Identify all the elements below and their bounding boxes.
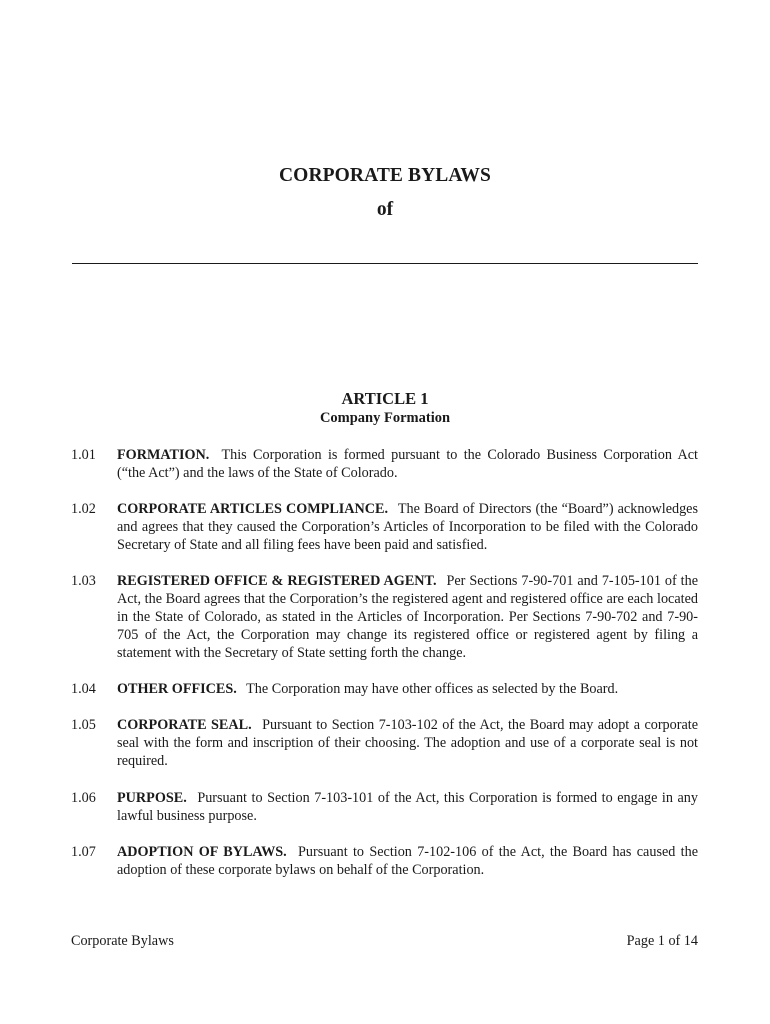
section-1-05: [71, 716, 698, 770]
document-title: CORPORATE BYLAWS: [279, 165, 491, 186]
section-1-02: [71, 500, 698, 554]
section-text: Pursuant to Section 7-102-106 of the Act, the Board has caused the adoption of these corporate bylaws on behalf of the Corporation.: [117, 844, 698, 878]
section-1-04: [71, 680, 698, 698]
section-text: Pursuant to Section 7-103-101 of the Act, this Corporation is formed to engage in any lawful business purpose.: [117, 790, 698, 824]
section-1-06: [71, 789, 698, 825]
section-number: 1.04: [71, 681, 96, 697]
section-heading: CORPORATE SEAL.: [117, 717, 252, 733]
section-heading: FORMATION.: [117, 447, 210, 463]
article-title: ARTICLE 1: [341, 389, 429, 408]
section-heading: ADOPTION OF BYLAWS.: [117, 844, 287, 860]
section-body: [117, 572, 698, 662]
section-body: [117, 500, 698, 554]
corporation-name-blank-line: [72, 263, 698, 264]
section-heading: CORPORATE ARTICLES COMPLIANCE.: [117, 501, 389, 517]
section-text: Pursuant to Section 7-103-102 of the Act, the Board may adopt a corporate seal with the form and inscription of their choosing. The adoption and use of a corporate seal is not required.: [117, 717, 699, 769]
section-1-03: [71, 572, 698, 662]
footer-document-name: Corporate Bylaws: [71, 933, 174, 949]
section-number: 1.01: [71, 447, 96, 463]
section-1-01: [71, 446, 698, 482]
section-heading: OTHER OFFICES.: [117, 681, 237, 697]
section-number: 1.06: [71, 790, 96, 806]
section-1-07: [71, 843, 698, 879]
section-number: 1.07: [71, 844, 96, 860]
section-number: 1.02: [71, 501, 96, 517]
section-body: [117, 843, 698, 879]
document-of-label: of: [376, 199, 394, 220]
section-body: [117, 680, 698, 698]
section-text: The Corporation may have other offices as selected by the Board.: [246, 681, 619, 697]
section-body: [117, 789, 698, 825]
section-body: [117, 716, 698, 770]
section-text: Per Sections 7-90-701 and 7-105-101 of the Act, the Board agrees that the Corporation’s the registered agent and registered office are each located in the State of Colorado, as stated in the Articles of Incorporation. Per Sections 7-90-702 and 7-90-705 of the Act, the Corporation may change its registered office or registered agent by filing a statement with the Secretary of State setting forth the change.: [117, 573, 699, 661]
section-heading: REGISTERED OFFICE & REGISTERED AGENT.: [117, 573, 437, 589]
section-text: The Board of Directors (the “Board”) acknowledges and agrees that they caused the Corporation’s Articles of Incorporation to be filed with the Colorado Secretary of State and all filing fees have been paid and satisfied.: [117, 501, 698, 553]
section-body: [117, 446, 698, 482]
footer-page-number: Page 1 of 14: [626, 933, 698, 949]
section-heading: PURPOSE.: [117, 790, 187, 806]
section-number: 1.03: [71, 573, 96, 589]
section-text: This Corporation is formed pursuant to the Colorado Business Corporation Act (“the Act”) and the laws of the State of Colorado.: [117, 447, 698, 481]
article-subtitle: Company Formation: [319, 410, 451, 426]
section-number: 1.05: [71, 717, 96, 733]
